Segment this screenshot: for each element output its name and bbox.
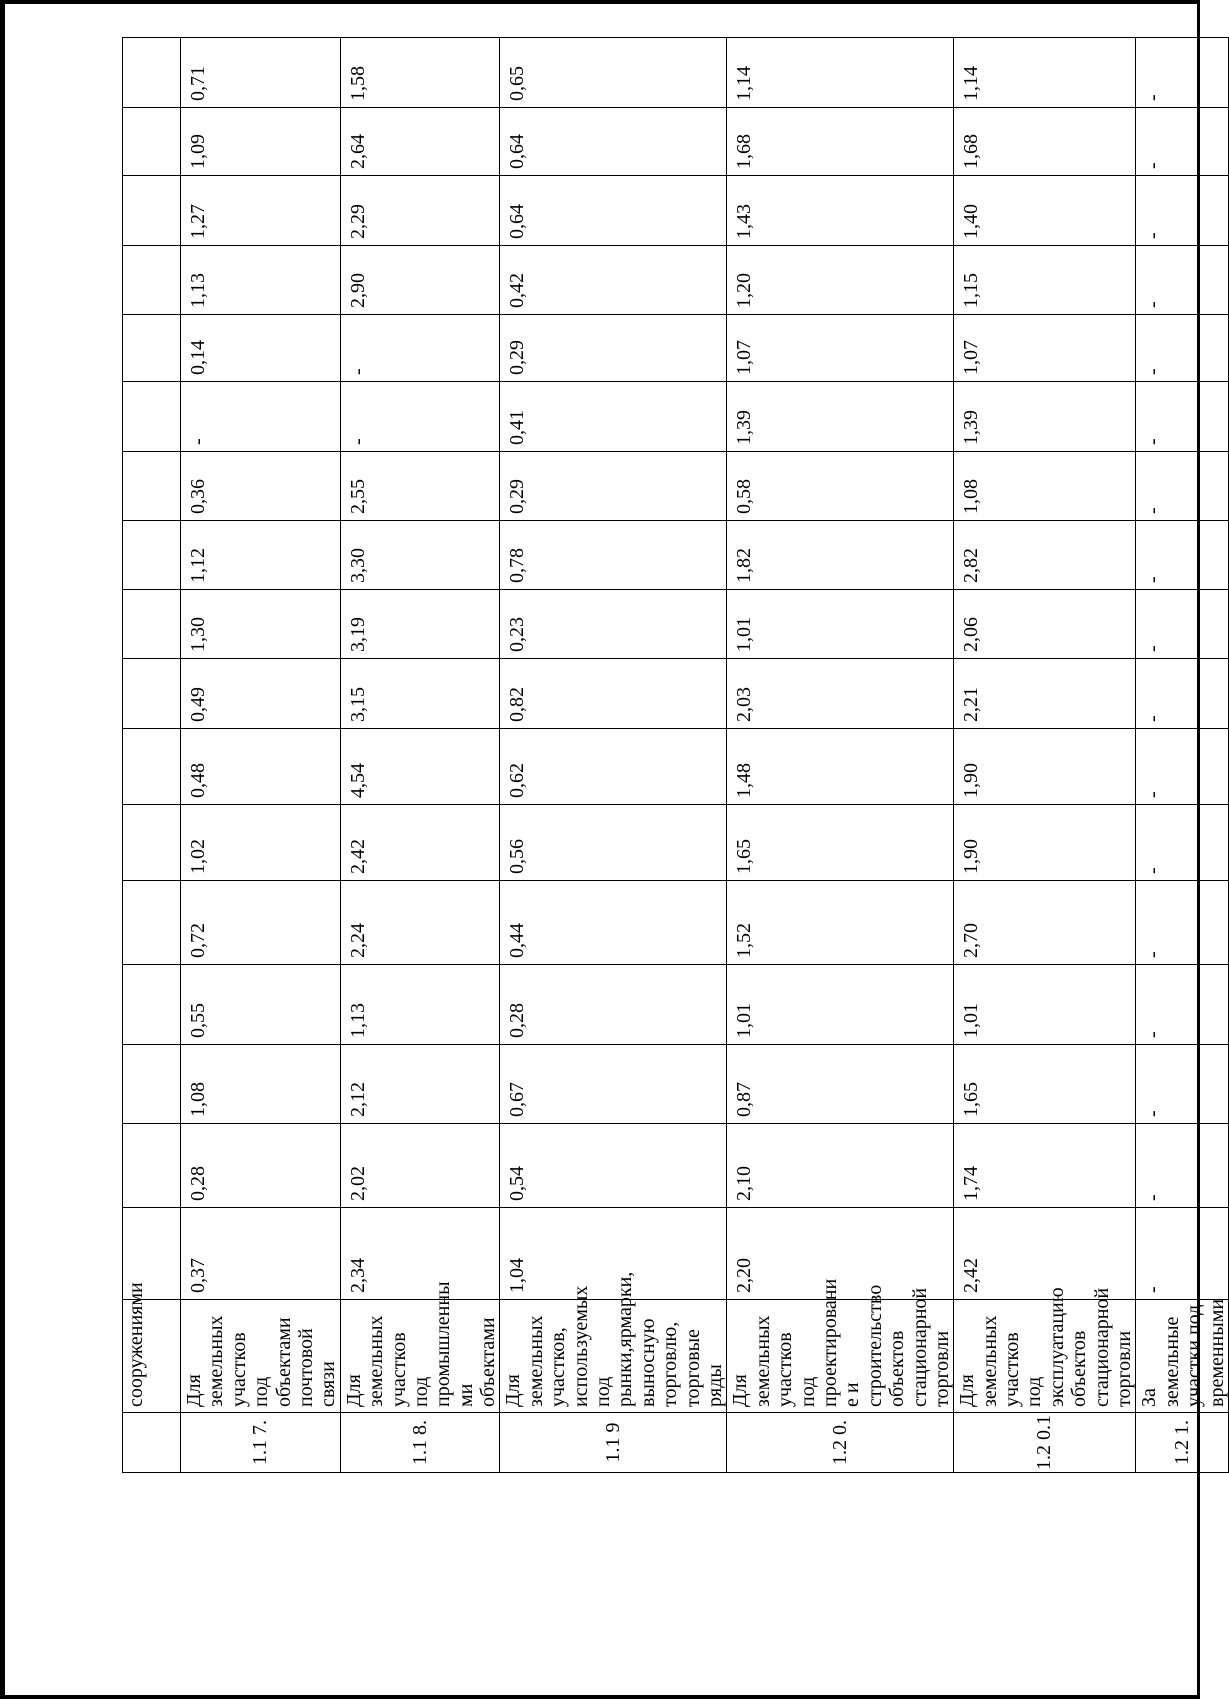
rate-value-cell: 0,37 xyxy=(181,1208,341,1300)
rate-value-cell: - xyxy=(1136,315,1229,382)
rate-value-cell: 1,48 xyxy=(727,729,954,805)
rate-value-cell: 3,19 xyxy=(340,590,500,659)
rate-value-cell: 0,41 xyxy=(500,382,727,452)
rate-value-cell: 1,58 xyxy=(340,38,500,108)
rate-value-cell: - xyxy=(1136,881,1229,965)
rate-value-cell: 0,54 xyxy=(500,1124,727,1208)
rate-value-cell: 0,49 xyxy=(181,659,341,729)
row-description: За земельные участки под временными xyxy=(1136,1300,1229,1413)
table-row xyxy=(954,38,1136,1473)
rate-value-cell: 2,21 xyxy=(954,659,1136,729)
rate-value-cell: 2,82 xyxy=(954,521,1136,590)
rate-value-cell: - xyxy=(1136,452,1229,521)
rate-value-cell: 0,56 xyxy=(500,805,727,881)
rate-value-cell: 1,39 xyxy=(954,382,1136,452)
rate-value-cell: 1,52 xyxy=(727,881,954,965)
rate-value-cell: 1,07 xyxy=(954,315,1136,382)
rate-value-cell: 2,42 xyxy=(340,805,500,881)
row-number: 1.2 1. xyxy=(1136,1413,1229,1473)
rate-value-cell: 0,67 xyxy=(500,1045,727,1124)
rate-value-cell: 1,04 xyxy=(500,1208,727,1300)
rate-value-cell: 2,20 xyxy=(727,1208,954,1300)
cell-empty xyxy=(123,521,181,590)
rate-value-cell: 0,82 xyxy=(500,659,727,729)
rate-value-cell: 0,71 xyxy=(181,38,341,108)
rate-value-cell: - xyxy=(1136,176,1229,246)
rate-value-cell: 0,44 xyxy=(500,881,727,965)
rate-value-cell: 2,64 xyxy=(340,108,500,176)
rate-value-cell: 2,10 xyxy=(727,1124,954,1208)
rate-value-cell: 1,68 xyxy=(954,108,1136,176)
cell-empty xyxy=(123,805,181,881)
rate-value-cell: 1,27 xyxy=(181,176,341,246)
rate-value-cell: 0,58 xyxy=(727,452,954,521)
rate-value-cell: 2,34 xyxy=(340,1208,500,1300)
table-row-header-continuation xyxy=(123,38,181,1473)
rate-value-cell: 0,87 xyxy=(727,1045,954,1124)
rate-value-cell: 0,72 xyxy=(181,881,341,965)
land-rate-table xyxy=(122,37,1229,1473)
rate-value-cell: 2,06 xyxy=(954,590,1136,659)
rate-value-cell: 0,29 xyxy=(500,452,727,521)
rate-value-cell: 2,03 xyxy=(727,659,954,729)
rate-value-cell: 1,14 xyxy=(727,38,954,108)
rate-value-cell: 0,28 xyxy=(181,1124,341,1208)
rate-value-cell: 1,02 xyxy=(181,805,341,881)
rate-value-cell: 0,62 xyxy=(500,729,727,805)
rate-value-cell: 4,54 xyxy=(340,729,500,805)
rate-value-cell: - xyxy=(1136,1124,1229,1208)
row-description: Для земельных участков под объектами почтовой связи xyxy=(181,1300,341,1413)
rate-value-cell: - xyxy=(181,382,341,452)
row-description: Для земельных участков под проектировани е и строительство объектов стационарной торговли xyxy=(727,1300,954,1413)
cell-empty xyxy=(123,1124,181,1208)
row-number: 1.2 0.1 xyxy=(954,1413,1136,1473)
rate-value-cell: 1,65 xyxy=(954,1045,1136,1124)
cell-empty xyxy=(123,38,181,108)
table-row xyxy=(181,38,341,1473)
rate-value-cell: - xyxy=(1136,659,1229,729)
rate-value-cell: 1,13 xyxy=(181,246,341,315)
row-description: Для земельных участков, используемых под рынки,ярмарки, выносную торговлю, торговые ряды xyxy=(500,1300,727,1413)
cell-empty xyxy=(123,452,181,521)
row-number: 1.2 0. xyxy=(727,1413,954,1473)
rate-value-cell: 0,64 xyxy=(500,108,727,176)
rate-value-cell: 0,65 xyxy=(500,38,727,108)
rate-value-cell: 0,36 xyxy=(181,452,341,521)
rate-value-cell: - xyxy=(340,315,500,382)
rate-value-cell: 0,14 xyxy=(181,315,341,382)
rate-value-cell: 1,68 xyxy=(727,108,954,176)
rate-value-cell: 0,48 xyxy=(181,729,341,805)
rate-value-cell: 1,08 xyxy=(181,1045,341,1124)
rate-value-cell: 0,23 xyxy=(500,590,727,659)
cell-name-continuation: сооружениями xyxy=(123,1300,181,1413)
rate-value-cell: - xyxy=(1136,1045,1229,1124)
rate-value-cell: - xyxy=(1136,1208,1229,1300)
cell-empty xyxy=(123,108,181,176)
row-number: 1.1 8. xyxy=(340,1413,500,1473)
rate-value-cell: - xyxy=(1136,805,1229,881)
rate-value-cell: 1,13 xyxy=(340,965,500,1045)
rate-value-cell: 1,01 xyxy=(954,965,1136,1045)
table-row xyxy=(727,38,954,1473)
rate-value-cell: 2,12 xyxy=(340,1045,500,1124)
rotated-table-wrapper xyxy=(122,66,1228,1473)
cell-empty xyxy=(123,315,181,382)
rate-value-cell: 1,43 xyxy=(727,176,954,246)
rate-value-cell: - xyxy=(340,382,500,452)
rate-value-cell: 1,65 xyxy=(727,805,954,881)
rate-value-cell: 0,78 xyxy=(500,521,727,590)
rate-value-cell: - xyxy=(1136,108,1229,176)
row-number: 1.1 7. xyxy=(181,1413,341,1473)
table-row xyxy=(1136,38,1229,1473)
rate-value-cell: 3,15 xyxy=(340,659,500,729)
rate-value-cell: - xyxy=(1136,521,1229,590)
rate-value-cell: 1,39 xyxy=(727,382,954,452)
rate-value-cell: - xyxy=(1136,965,1229,1045)
rate-value-cell: - xyxy=(1136,590,1229,659)
rate-value-cell: 1,12 xyxy=(181,521,341,590)
rate-value-cell: 1,01 xyxy=(727,590,954,659)
rate-value-cell: - xyxy=(1136,246,1229,315)
cell-empty xyxy=(123,659,181,729)
rate-value-cell: - xyxy=(1136,38,1229,108)
rate-value-cell: 0,64 xyxy=(500,176,727,246)
table-row xyxy=(340,38,500,1473)
rate-value-cell: 0,55 xyxy=(181,965,341,1045)
cell-empty xyxy=(123,382,181,452)
cell-empty xyxy=(123,590,181,659)
cell-empty xyxy=(123,729,181,805)
rate-value-cell: 1,07 xyxy=(727,315,954,382)
rate-value-cell: 0,28 xyxy=(500,965,727,1045)
rate-value-cell: - xyxy=(1136,382,1229,452)
table-row xyxy=(500,38,727,1473)
cell-idx-empty xyxy=(123,1413,181,1473)
rate-value-cell: 1,14 xyxy=(954,38,1136,108)
cell-empty xyxy=(123,965,181,1045)
rate-value-cell: 2,55 xyxy=(340,452,500,521)
rate-value-cell: 1,15 xyxy=(954,246,1136,315)
rate-value-cell: - xyxy=(1136,729,1229,805)
rate-value-cell: 2,90 xyxy=(340,246,500,315)
rate-value-cell: 1,40 xyxy=(954,176,1136,246)
rate-value-cell: 1,09 xyxy=(181,108,341,176)
rate-value-cell: 1,30 xyxy=(181,590,341,659)
cell-empty xyxy=(123,1045,181,1124)
rate-value-cell: 1,01 xyxy=(727,965,954,1045)
rate-value-cell: 0,42 xyxy=(500,246,727,315)
rate-value-cell: 1,90 xyxy=(954,729,1136,805)
rate-value-cell: 2,29 xyxy=(340,176,500,246)
row-number: 1.1 9 xyxy=(500,1413,727,1473)
rate-value-cell: 1,82 xyxy=(727,521,954,590)
rate-value-cell: 1,20 xyxy=(727,246,954,315)
rate-value-cell: 1,08 xyxy=(954,452,1136,521)
rate-value-cell: 2,42 xyxy=(954,1208,1136,1300)
row-description: Для земельных участков под эксплуатацию объектов стационарной торговли xyxy=(954,1300,1136,1413)
rate-value-cell: 0,29 xyxy=(500,315,727,382)
rate-value-cell: 1,90 xyxy=(954,805,1136,881)
rate-value-cell: 2,70 xyxy=(954,881,1136,965)
cell-empty xyxy=(123,246,181,315)
rate-value-cell: 2,02 xyxy=(340,1124,500,1208)
cell-empty xyxy=(123,176,181,246)
row-description: Для земельных участков под промышленны ми объектами xyxy=(340,1300,500,1413)
rate-value-cell: 2,24 xyxy=(340,881,500,965)
cell-empty xyxy=(123,881,181,965)
rate-value-cell: 1,74 xyxy=(954,1124,1136,1208)
rate-value-cell: 3,30 xyxy=(340,521,500,590)
